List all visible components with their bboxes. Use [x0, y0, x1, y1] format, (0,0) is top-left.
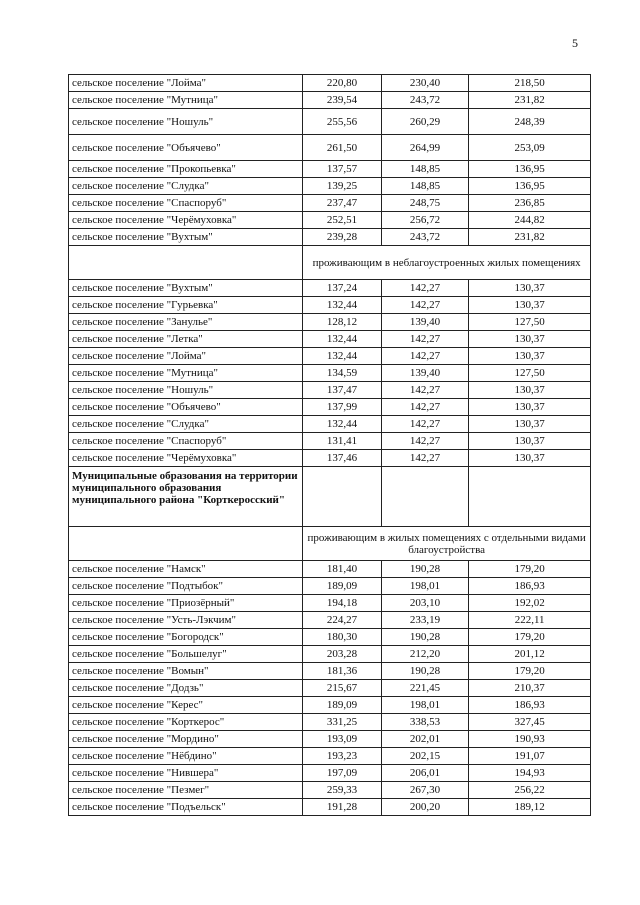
value-2-cell: 190,28 [381, 629, 469, 646]
group-heading: Муниципальные образования на территории муниципального образования муниципального района "Корткеросский" [69, 467, 303, 527]
value-1-cell: 131,41 [303, 433, 381, 450]
settlement-name-cell: сельское поселение "Спаспоруб" [69, 433, 303, 450]
value-1-cell: 239,28 [303, 229, 381, 246]
value-3-cell: 130,37 [469, 433, 591, 450]
value-1-cell: 259,33 [303, 782, 381, 799]
settlement-name-cell: сельское поселение "Богородск" [69, 629, 303, 646]
value-2-cell: 221,45 [381, 680, 469, 697]
value-3-cell: 130,37 [469, 382, 591, 399]
value-2-cell: 190,28 [381, 663, 469, 680]
value-3-cell: 179,20 [469, 629, 591, 646]
settlement-name-cell: сельское поселение "Лойма" [69, 348, 303, 365]
settlement-name-cell: сельское поселение "Нившера" [69, 765, 303, 782]
value-3-cell: 210,37 [469, 680, 591, 697]
settlement-name-cell: сельское поселение "Гурьевка" [69, 297, 303, 314]
value-1-cell: 203,28 [303, 646, 381, 663]
table-row [69, 75, 591, 92]
settlement-name-cell: сельское поселение "Слудка" [69, 416, 303, 433]
value-1-cell: 220,80 [303, 75, 381, 92]
value-3-cell: 136,95 [469, 161, 591, 178]
table-row [69, 331, 591, 348]
table-row [69, 109, 591, 135]
value-2-cell: 230,40 [381, 75, 469, 92]
value-1-cell: 252,51 [303, 212, 381, 229]
table-row [69, 714, 591, 731]
settlement-name-cell: сельское поселение "Намск" [69, 561, 303, 578]
table-row [69, 135, 591, 161]
value-3-cell: 190,93 [469, 731, 591, 748]
value-1-cell: 194,18 [303, 595, 381, 612]
value-2-cell: 203,10 [381, 595, 469, 612]
value-3-cell: 256,22 [469, 782, 591, 799]
value-1-cell: 137,47 [303, 382, 381, 399]
value-1-cell: 224,27 [303, 612, 381, 629]
value-3-cell: 130,37 [469, 450, 591, 467]
value-2-cell: 148,85 [381, 178, 469, 195]
table-row [69, 92, 591, 109]
value-1-cell: 255,56 [303, 109, 381, 135]
value-2-cell: 212,20 [381, 646, 469, 663]
table-subheader-row [69, 527, 591, 561]
settlement-name-cell: сельское поселение "Ношуль" [69, 382, 303, 399]
value-3-cell: 130,37 [469, 399, 591, 416]
table-row [69, 450, 591, 467]
value-2-cell: 233,19 [381, 612, 469, 629]
value-2-cell: 142,27 [381, 280, 469, 297]
settlement-name-cell: сельское поселение "Мутница" [69, 92, 303, 109]
value-1-cell: 189,09 [303, 697, 381, 714]
settlement-name-cell: сельское поселение "Додзь" [69, 680, 303, 697]
value-3-cell: 194,93 [469, 765, 591, 782]
value-2-cell: 338,53 [381, 714, 469, 731]
settlement-name-cell: сельское поселение "Объячево" [69, 135, 303, 161]
table-row [69, 663, 591, 680]
settlement-name-cell: сельское поселение "Прокопьевка" [69, 161, 303, 178]
table-row [69, 731, 591, 748]
value-1-cell: 137,46 [303, 450, 381, 467]
value-1-cell: 181,40 [303, 561, 381, 578]
value-1-cell: 193,23 [303, 748, 381, 765]
tariff-table-body [69, 75, 591, 816]
value-3-cell: 136,95 [469, 178, 591, 195]
value-1-cell: 132,44 [303, 416, 381, 433]
value-3-cell: 186,93 [469, 697, 591, 714]
value-3-cell: 231,82 [469, 229, 591, 246]
table-row [69, 229, 591, 246]
settlement-name-cell: сельское поселение "Черёмуховка" [69, 450, 303, 467]
value-1-cell: 132,44 [303, 297, 381, 314]
value-3-cell: 253,09 [469, 135, 591, 161]
tariff-table [68, 74, 591, 816]
table-row [69, 646, 591, 663]
value-1-cell: 134,59 [303, 365, 381, 382]
settlement-name-cell: сельское поселение "Большелуг" [69, 646, 303, 663]
table-row [69, 765, 591, 782]
table-row [69, 161, 591, 178]
settlement-name-cell: сельское поселение "Черёмуховка" [69, 212, 303, 229]
value-3-cell: 186,93 [469, 578, 591, 595]
table-row [69, 578, 591, 595]
value-3-cell: 127,50 [469, 365, 591, 382]
settlement-name-cell: сельское поселение "Пезмег" [69, 782, 303, 799]
table-row [69, 399, 591, 416]
settlement-name-cell: сельское поселение "Вухтым" [69, 280, 303, 297]
settlement-name-cell: сельское поселение "Подтыбок" [69, 578, 303, 595]
value-1-cell: 137,24 [303, 280, 381, 297]
value-1-cell: 193,09 [303, 731, 381, 748]
table-row [69, 799, 591, 816]
table-row [69, 561, 591, 578]
value-2-cell: 148,85 [381, 161, 469, 178]
group-empty-cell [469, 467, 591, 527]
value-3-cell: 130,37 [469, 297, 591, 314]
settlement-name-cell: сельское поселение "Занулье" [69, 314, 303, 331]
value-3-cell: 192,02 [469, 595, 591, 612]
settlement-name-cell: сельское поселение "Вомын" [69, 663, 303, 680]
subheader-blank-cell [69, 527, 303, 561]
value-2-cell: 190,28 [381, 561, 469, 578]
settlement-name-cell: сельское поселение "Нёбдино" [69, 748, 303, 765]
table-row [69, 297, 591, 314]
table-row [69, 697, 591, 714]
settlement-name-cell: сельское поселение "Объячево" [69, 399, 303, 416]
value-1-cell: 132,44 [303, 331, 381, 348]
subheader-label: проживающим в жилых помещениях с отдельными видами благоустройства [303, 527, 591, 561]
value-1-cell: 191,28 [303, 799, 381, 816]
value-1-cell: 132,44 [303, 348, 381, 365]
value-2-cell: 142,27 [381, 382, 469, 399]
value-2-cell: 267,30 [381, 782, 469, 799]
value-2-cell: 142,27 [381, 348, 469, 365]
value-3-cell: 218,50 [469, 75, 591, 92]
value-1-cell: 181,36 [303, 663, 381, 680]
value-3-cell: 231,82 [469, 92, 591, 109]
settlement-name-cell: сельское поселение "Мордино" [69, 731, 303, 748]
table-row [69, 612, 591, 629]
value-1-cell: 215,67 [303, 680, 381, 697]
value-3-cell: 179,20 [469, 561, 591, 578]
table-row [69, 595, 591, 612]
value-1-cell: 139,25 [303, 178, 381, 195]
settlement-name-cell: сельское поселение "Ношуль" [69, 109, 303, 135]
value-3-cell: 179,20 [469, 663, 591, 680]
subheader-label: проживающим в неблагоустроенных жилых помещениях [303, 246, 591, 280]
table-row [69, 365, 591, 382]
settlement-name-cell: сельское поселение "Слудка" [69, 178, 303, 195]
value-2-cell: 206,01 [381, 765, 469, 782]
value-2-cell: 139,40 [381, 314, 469, 331]
table-row [69, 212, 591, 229]
settlement-name-cell: сельское поселение "Спаспоруб" [69, 195, 303, 212]
value-2-cell: 139,40 [381, 365, 469, 382]
table-row [69, 178, 591, 195]
value-3-cell: 130,37 [469, 331, 591, 348]
value-1-cell: 180,30 [303, 629, 381, 646]
value-3-cell: 244,82 [469, 212, 591, 229]
value-3-cell: 130,37 [469, 416, 591, 433]
value-3-cell: 201,12 [469, 646, 591, 663]
value-2-cell: 202,15 [381, 748, 469, 765]
value-2-cell: 142,27 [381, 433, 469, 450]
settlement-name-cell: сельское поселение "Вухтым" [69, 229, 303, 246]
value-2-cell: 142,27 [381, 450, 469, 467]
settlement-name-cell: сельское поселение "Корткерос" [69, 714, 303, 731]
value-1-cell: 137,99 [303, 399, 381, 416]
table-row [69, 782, 591, 799]
table-row [69, 314, 591, 331]
settlement-name-cell: сельское поселение "Усть-Лэкчим" [69, 612, 303, 629]
value-2-cell: 248,75 [381, 195, 469, 212]
value-2-cell: 264,99 [381, 135, 469, 161]
value-3-cell: 130,37 [469, 348, 591, 365]
table-row [69, 748, 591, 765]
group-empty-cell [381, 467, 469, 527]
value-3-cell: 236,85 [469, 195, 591, 212]
table-row [69, 195, 591, 212]
table-row [69, 433, 591, 450]
value-2-cell: 142,27 [381, 399, 469, 416]
value-2-cell: 142,27 [381, 331, 469, 348]
table-row [69, 348, 591, 365]
value-1-cell: 189,09 [303, 578, 381, 595]
value-3-cell: 127,50 [469, 314, 591, 331]
table-row [69, 280, 591, 297]
table-row [69, 680, 591, 697]
value-3-cell: 327,45 [469, 714, 591, 731]
table-row [69, 416, 591, 433]
settlement-name-cell: сельское поселение "Лойма" [69, 75, 303, 92]
value-2-cell: 142,27 [381, 297, 469, 314]
settlement-name-cell: сельское поселение "Приозёрный" [69, 595, 303, 612]
value-2-cell: 202,01 [381, 731, 469, 748]
value-2-cell: 198,01 [381, 697, 469, 714]
value-3-cell: 222,11 [469, 612, 591, 629]
value-1-cell: 239,54 [303, 92, 381, 109]
group-empty-cell [303, 467, 381, 527]
table-row [69, 382, 591, 399]
value-1-cell: 331,25 [303, 714, 381, 731]
value-1-cell: 261,50 [303, 135, 381, 161]
value-2-cell: 198,01 [381, 578, 469, 595]
settlement-name-cell: сельское поселение "Мутница" [69, 365, 303, 382]
value-1-cell: 237,47 [303, 195, 381, 212]
page-number: 5 [572, 36, 578, 50]
value-1-cell: 197,09 [303, 765, 381, 782]
table-row [69, 629, 591, 646]
value-3-cell: 130,37 [469, 280, 591, 297]
value-2-cell: 243,72 [381, 92, 469, 109]
settlement-name-cell: сельское поселение "Летка" [69, 331, 303, 348]
value-1-cell: 128,12 [303, 314, 381, 331]
settlement-name-cell: сельское поселение "Подъельск" [69, 799, 303, 816]
value-2-cell: 256,72 [381, 212, 469, 229]
table-group-row [69, 467, 591, 527]
value-2-cell: 200,20 [381, 799, 469, 816]
value-2-cell: 142,27 [381, 416, 469, 433]
subheader-blank-cell [69, 246, 303, 280]
value-3-cell: 191,07 [469, 748, 591, 765]
value-2-cell: 260,29 [381, 109, 469, 135]
value-3-cell: 248,39 [469, 109, 591, 135]
value-1-cell: 137,57 [303, 161, 381, 178]
value-3-cell: 189,12 [469, 799, 591, 816]
value-2-cell: 243,72 [381, 229, 469, 246]
settlement-name-cell: сельское поселение "Керес" [69, 697, 303, 714]
table-subheader-row [69, 246, 591, 280]
